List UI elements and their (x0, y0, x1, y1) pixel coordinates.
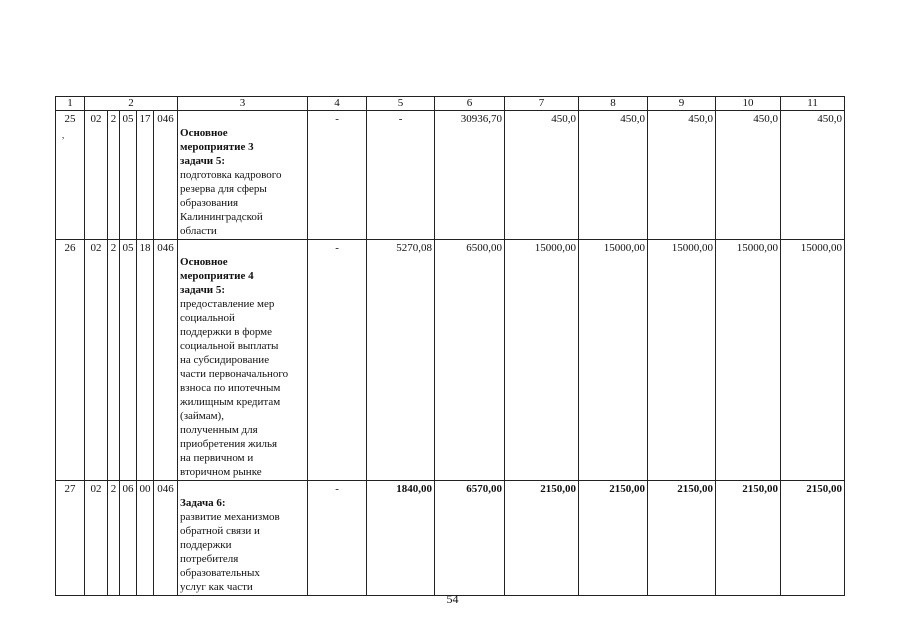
value-cell: 450,0 (505, 111, 579, 240)
page-number: 54 (446, 592, 459, 606)
code-cell: 02 (85, 111, 108, 240)
header-cell: 7 (505, 97, 579, 111)
value-cell: 2150,00 (505, 481, 579, 596)
value-cell: 15000,00 (716, 240, 781, 481)
code-cell: 02 (85, 240, 108, 481)
value-cell: 1840,00 (367, 481, 435, 596)
description-cell (178, 481, 308, 596)
value-cell: 30936,70 (435, 111, 505, 240)
header-cell: 1 (56, 97, 85, 111)
code-cell: 046 (154, 481, 178, 596)
value-cell: 6570,00 (435, 481, 505, 596)
description-label: Основное мероприятие 4 задачи 5: (180, 256, 254, 296)
value-cell: 450,0 (579, 111, 648, 240)
description-text: подготовка кадрового резерва для сферы образования Калининградской области (180, 169, 282, 237)
value-cell: 5270,08 (367, 240, 435, 481)
row-number: 25 (56, 111, 85, 240)
value-cell: - (367, 111, 435, 240)
description-cell (178, 111, 308, 240)
code-cell: 17 (137, 111, 154, 240)
header-cell: 3 (178, 97, 308, 111)
header-cell: 11 (781, 97, 845, 111)
code-cell: 02 (85, 481, 108, 596)
value-cell: 15000,00 (648, 240, 716, 481)
header-cell: 10 (716, 97, 781, 111)
table-row (56, 240, 845, 481)
code-cell: 00 (137, 481, 154, 596)
value-cell: 2150,00 (781, 481, 845, 596)
header-row (56, 97, 845, 111)
value-cell: 450,0 (781, 111, 845, 240)
code-cell: 2 (108, 111, 120, 240)
description-label: Основное мероприятие 3 задачи 5: (180, 127, 254, 167)
header-cell: 6 (435, 97, 505, 111)
value-cell: 450,0 (648, 111, 716, 240)
value-cell: 450,0 (716, 111, 781, 240)
header-cell: 9 (648, 97, 716, 111)
value-cell: 2150,00 (579, 481, 648, 596)
value-cell: - (308, 111, 367, 240)
value-cell: - (308, 481, 367, 596)
description-label: Задача 6: (180, 497, 226, 509)
code-cell: 18 (137, 240, 154, 481)
value-cell: 6500,00 (435, 240, 505, 481)
value-cell: 2150,00 (648, 481, 716, 596)
budget-table (55, 96, 845, 596)
header-cell: 4 (308, 97, 367, 111)
table-row (56, 481, 845, 596)
code-cell: 05 (120, 240, 137, 481)
header-cell: 8 (579, 97, 648, 111)
row-number: 26 (56, 240, 85, 481)
value-cell: 15000,00 (505, 240, 579, 481)
value-cell: 15000,00 (579, 240, 648, 481)
row-number: 27 (56, 481, 85, 596)
header-cell: 5 (367, 97, 435, 111)
code-cell: 2 (108, 240, 120, 481)
table-row (56, 111, 845, 240)
code-cell: 05 (120, 111, 137, 240)
value-cell: 2150,00 (716, 481, 781, 596)
code-cell: 2 (108, 481, 120, 596)
code-cell: 046 (154, 111, 178, 240)
description-cell (178, 240, 308, 481)
header-cell: 2 (85, 97, 178, 111)
code-cell: 06 (120, 481, 137, 596)
description-text: развитие механизмов обратной связи и поддержки потребителя образовательных услуг как части (180, 511, 280, 593)
value-cell: 15000,00 (781, 240, 845, 481)
stray-mark: , (62, 130, 65, 140)
description-text: предоставление мер социальной поддержки в форме социальной выплаты на субсидирование части первоначального взноса по ипотечным жилищным кредитам (займам), полученным для приобретения жилья на первичном и вторичном рынке (180, 298, 289, 478)
value-cell: - (308, 240, 367, 481)
code-cell: 046 (154, 240, 178, 481)
